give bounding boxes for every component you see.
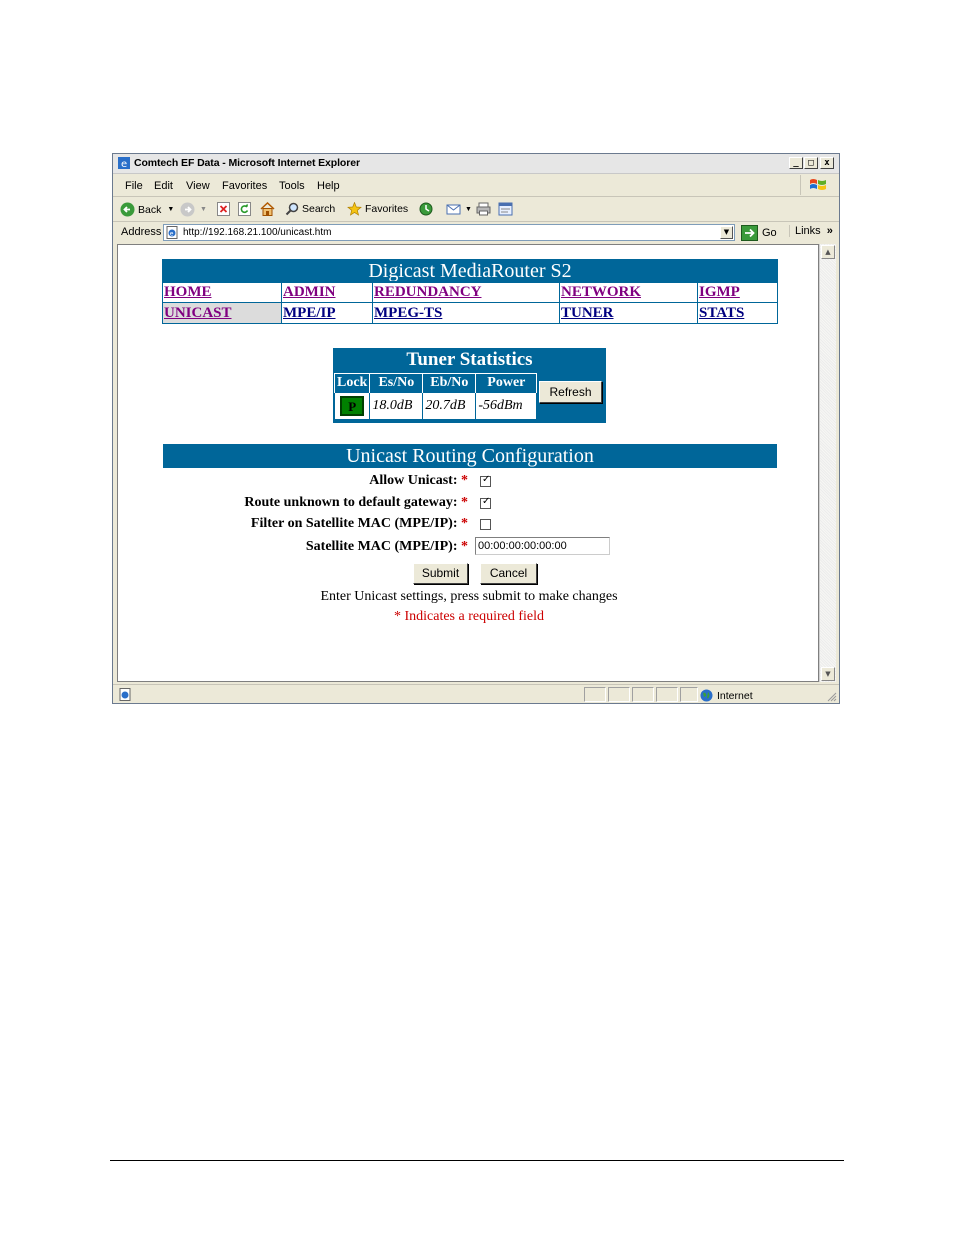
links-button[interactable] — [789, 225, 833, 237]
status-text-pane — [133, 687, 582, 702]
windows-logo-icon — [800, 175, 833, 195]
nav-link-mpe-ip[interactable]: MPE/IP — [283, 304, 336, 321]
history-icon[interactable] — [419, 202, 433, 216]
scroll-down-icon[interactable]: ▼ — [821, 667, 835, 681]
back-button[interactable] — [120, 202, 174, 217]
nav-row — [163, 303, 778, 324]
search-label: Search — [302, 203, 336, 215]
satellite-mac-label: Satellite MAC (MPE/IP): — [305, 539, 458, 554]
nav-cell — [373, 282, 560, 303]
back-label: Back — [138, 203, 162, 216]
print-icon[interactable] — [476, 202, 491, 216]
tuner-statistics-panel — [333, 348, 606, 423]
menu-help[interactable]: Help — [317, 180, 340, 192]
minimize-button[interactable]: _ — [789, 157, 803, 169]
links-label: Links — [795, 225, 821, 237]
required-marker: * — [461, 516, 468, 531]
title-bar — [113, 154, 839, 174]
menu-bar — [113, 174, 839, 197]
status-pane — [656, 687, 678, 702]
globe-icon — [700, 689, 713, 702]
favorites-button[interactable] — [347, 202, 408, 216]
nav-cell — [560, 303, 698, 324]
allow-unicast-checkbox[interactable] — [480, 476, 491, 487]
window-title: Comtech EF Data - Microsoft Internet Explorer — [134, 157, 360, 169]
resize-grip-icon[interactable] — [826, 691, 837, 702]
back-arrow-icon — [120, 202, 135, 217]
favorites-label: Favorites — [365, 203, 409, 215]
nav-link-home[interactable]: HOME — [164, 283, 212, 300]
chevron-down-icon: ▼ — [167, 206, 175, 213]
route-default-checkbox[interactable] — [480, 498, 491, 509]
address-input[interactable] — [163, 224, 735, 241]
nav-cell-selected — [163, 303, 282, 324]
menu-edit[interactable]: Edit — [154, 180, 173, 192]
go-arrow-icon — [741, 225, 758, 241]
allow-unicast-row — [118, 473, 468, 489]
mail-button[interactable] — [446, 202, 472, 216]
required-marker: * — [461, 539, 468, 554]
page-icon — [166, 226, 179, 239]
scroll-up-icon[interactable]: ▲ — [821, 245, 835, 259]
required-marker: * — [461, 473, 468, 488]
col-header-power: Power — [476, 374, 537, 393]
required-note: * Indicates a required field — [393, 609, 545, 624]
search-button[interactable] — [285, 202, 335, 216]
status-pane — [584, 687, 606, 702]
required-marker: * — [461, 495, 468, 510]
help-text: Enter Unicast settings, press submit to make changes — [320, 589, 618, 604]
chevron-down-icon: ▼ — [465, 205, 472, 213]
nav-cell — [698, 282, 778, 303]
go-button[interactable] — [741, 225, 777, 241]
filter-mac-label: Filter on Satellite MAC (MPE/IP): — [250, 516, 458, 531]
route-default-label: Route unknown to default gateway: — [244, 495, 458, 510]
status-pane — [608, 687, 630, 702]
checkmark-icon: ✓ — [482, 474, 491, 485]
svg-text:e: e — [169, 230, 174, 238]
edit-icon[interactable] — [498, 202, 513, 216]
status-pane — [680, 687, 698, 702]
vertical-scrollbar[interactable] — [819, 244, 836, 682]
menu-tools[interactable]: Tools — [279, 180, 305, 192]
checkmark-icon: ✓ — [482, 496, 491, 507]
page-status-icon — [119, 688, 132, 701]
col-header-ebno: Eb/No — [423, 374, 476, 393]
nav-table — [162, 281, 778, 324]
allow-unicast-label: Allow Unicast: — [369, 473, 458, 488]
nav-link-tuner[interactable]: TUNER — [561, 304, 614, 321]
satellite-mac-row — [118, 539, 468, 555]
refresh-button[interactable]: Refresh — [539, 381, 602, 403]
nav-link-redundancy[interactable]: REDUNDANCY — [374, 283, 482, 300]
address-dropdown-icon[interactable]: ▼ — [720, 226, 733, 239]
address-url: http://192.168.21.100/unicast.htm — [183, 227, 332, 238]
lock-indicator: P — [340, 396, 364, 416]
forward-button[interactable] — [180, 202, 207, 217]
nav-cell — [698, 303, 778, 324]
filter-mac-checkbox[interactable] — [480, 519, 491, 530]
col-header-esno: Es/No — [370, 374, 423, 393]
menu-view[interactable]: View — [186, 180, 210, 192]
nav-link-network[interactable]: NETWORK — [561, 283, 642, 300]
tuner-values-row — [335, 393, 537, 420]
esno-value: 18.0dB — [370, 393, 423, 420]
status-bar — [113, 684, 839, 705]
nav-row — [163, 282, 778, 303]
go-label: Go — [762, 227, 777, 239]
address-label: Address — [121, 226, 162, 238]
status-pane — [632, 687, 654, 702]
power-value: -56dBm — [476, 393, 537, 420]
cancel-button[interactable]: Cancel — [480, 563, 537, 584]
search-icon — [285, 202, 299, 216]
submit-button[interactable]: Submit — [413, 563, 468, 584]
ebno-value: 20.7dB — [423, 393, 476, 420]
maximize-button[interactable]: □ — [804, 157, 818, 169]
home-icon[interactable] — [260, 202, 275, 216]
nav-cell — [560, 282, 698, 303]
menu-file[interactable]: File — [125, 180, 143, 192]
col-header-lock: Lock — [335, 374, 370, 393]
tuner-statistics-table — [334, 373, 537, 420]
tuner-header-row — [335, 374, 537, 393]
nav-cell — [163, 282, 282, 303]
chevron-right-icon: » — [826, 225, 833, 237]
refresh-icon[interactable] — [238, 202, 251, 216]
menu-favorites[interactable]: Favorites — [222, 180, 268, 192]
ie-icon — [118, 157, 130, 169]
nav-link-unicast[interactable]: UNICAST — [164, 304, 232, 321]
nav-cell — [282, 282, 373, 303]
svg-text:e: e — [121, 159, 128, 169]
nav-link-igmp[interactable]: IGMP — [699, 283, 740, 300]
browser-window — [112, 153, 840, 704]
address-bar — [113, 222, 839, 244]
stop-icon[interactable] — [217, 202, 230, 216]
satellite-mac-input[interactable]: 00:00:00:00:00:00 — [475, 537, 610, 555]
mail-icon — [446, 202, 462, 216]
lock-cell — [335, 393, 370, 420]
nav-link-stats[interactable]: STATS — [699, 304, 745, 321]
tuner-statistics-title: Tuner Statistics — [406, 349, 533, 370]
close-button[interactable]: x — [820, 157, 834, 169]
filter-mac-row — [118, 516, 468, 532]
nav-link-mpeg-ts[interactable]: MPEG-TS — [374, 304, 443, 321]
star-icon — [347, 202, 362, 216]
route-default-row — [118, 495, 468, 511]
chevron-down-icon: ▼ — [200, 206, 207, 213]
nav-cell — [373, 303, 560, 324]
status-zone — [700, 689, 753, 702]
page-title: Digicast MediaRouter S2 — [162, 259, 778, 283]
footer-rule — [110, 1160, 844, 1161]
page-content — [117, 244, 819, 682]
zone-label: Internet — [717, 689, 753, 702]
nav-cell — [282, 303, 373, 324]
nav-link-admin[interactable]: ADMIN — [283, 283, 336, 300]
forward-arrow-icon — [180, 202, 195, 217]
toolbar — [113, 197, 839, 222]
section-title: Unicast Routing Configuration — [163, 444, 777, 468]
